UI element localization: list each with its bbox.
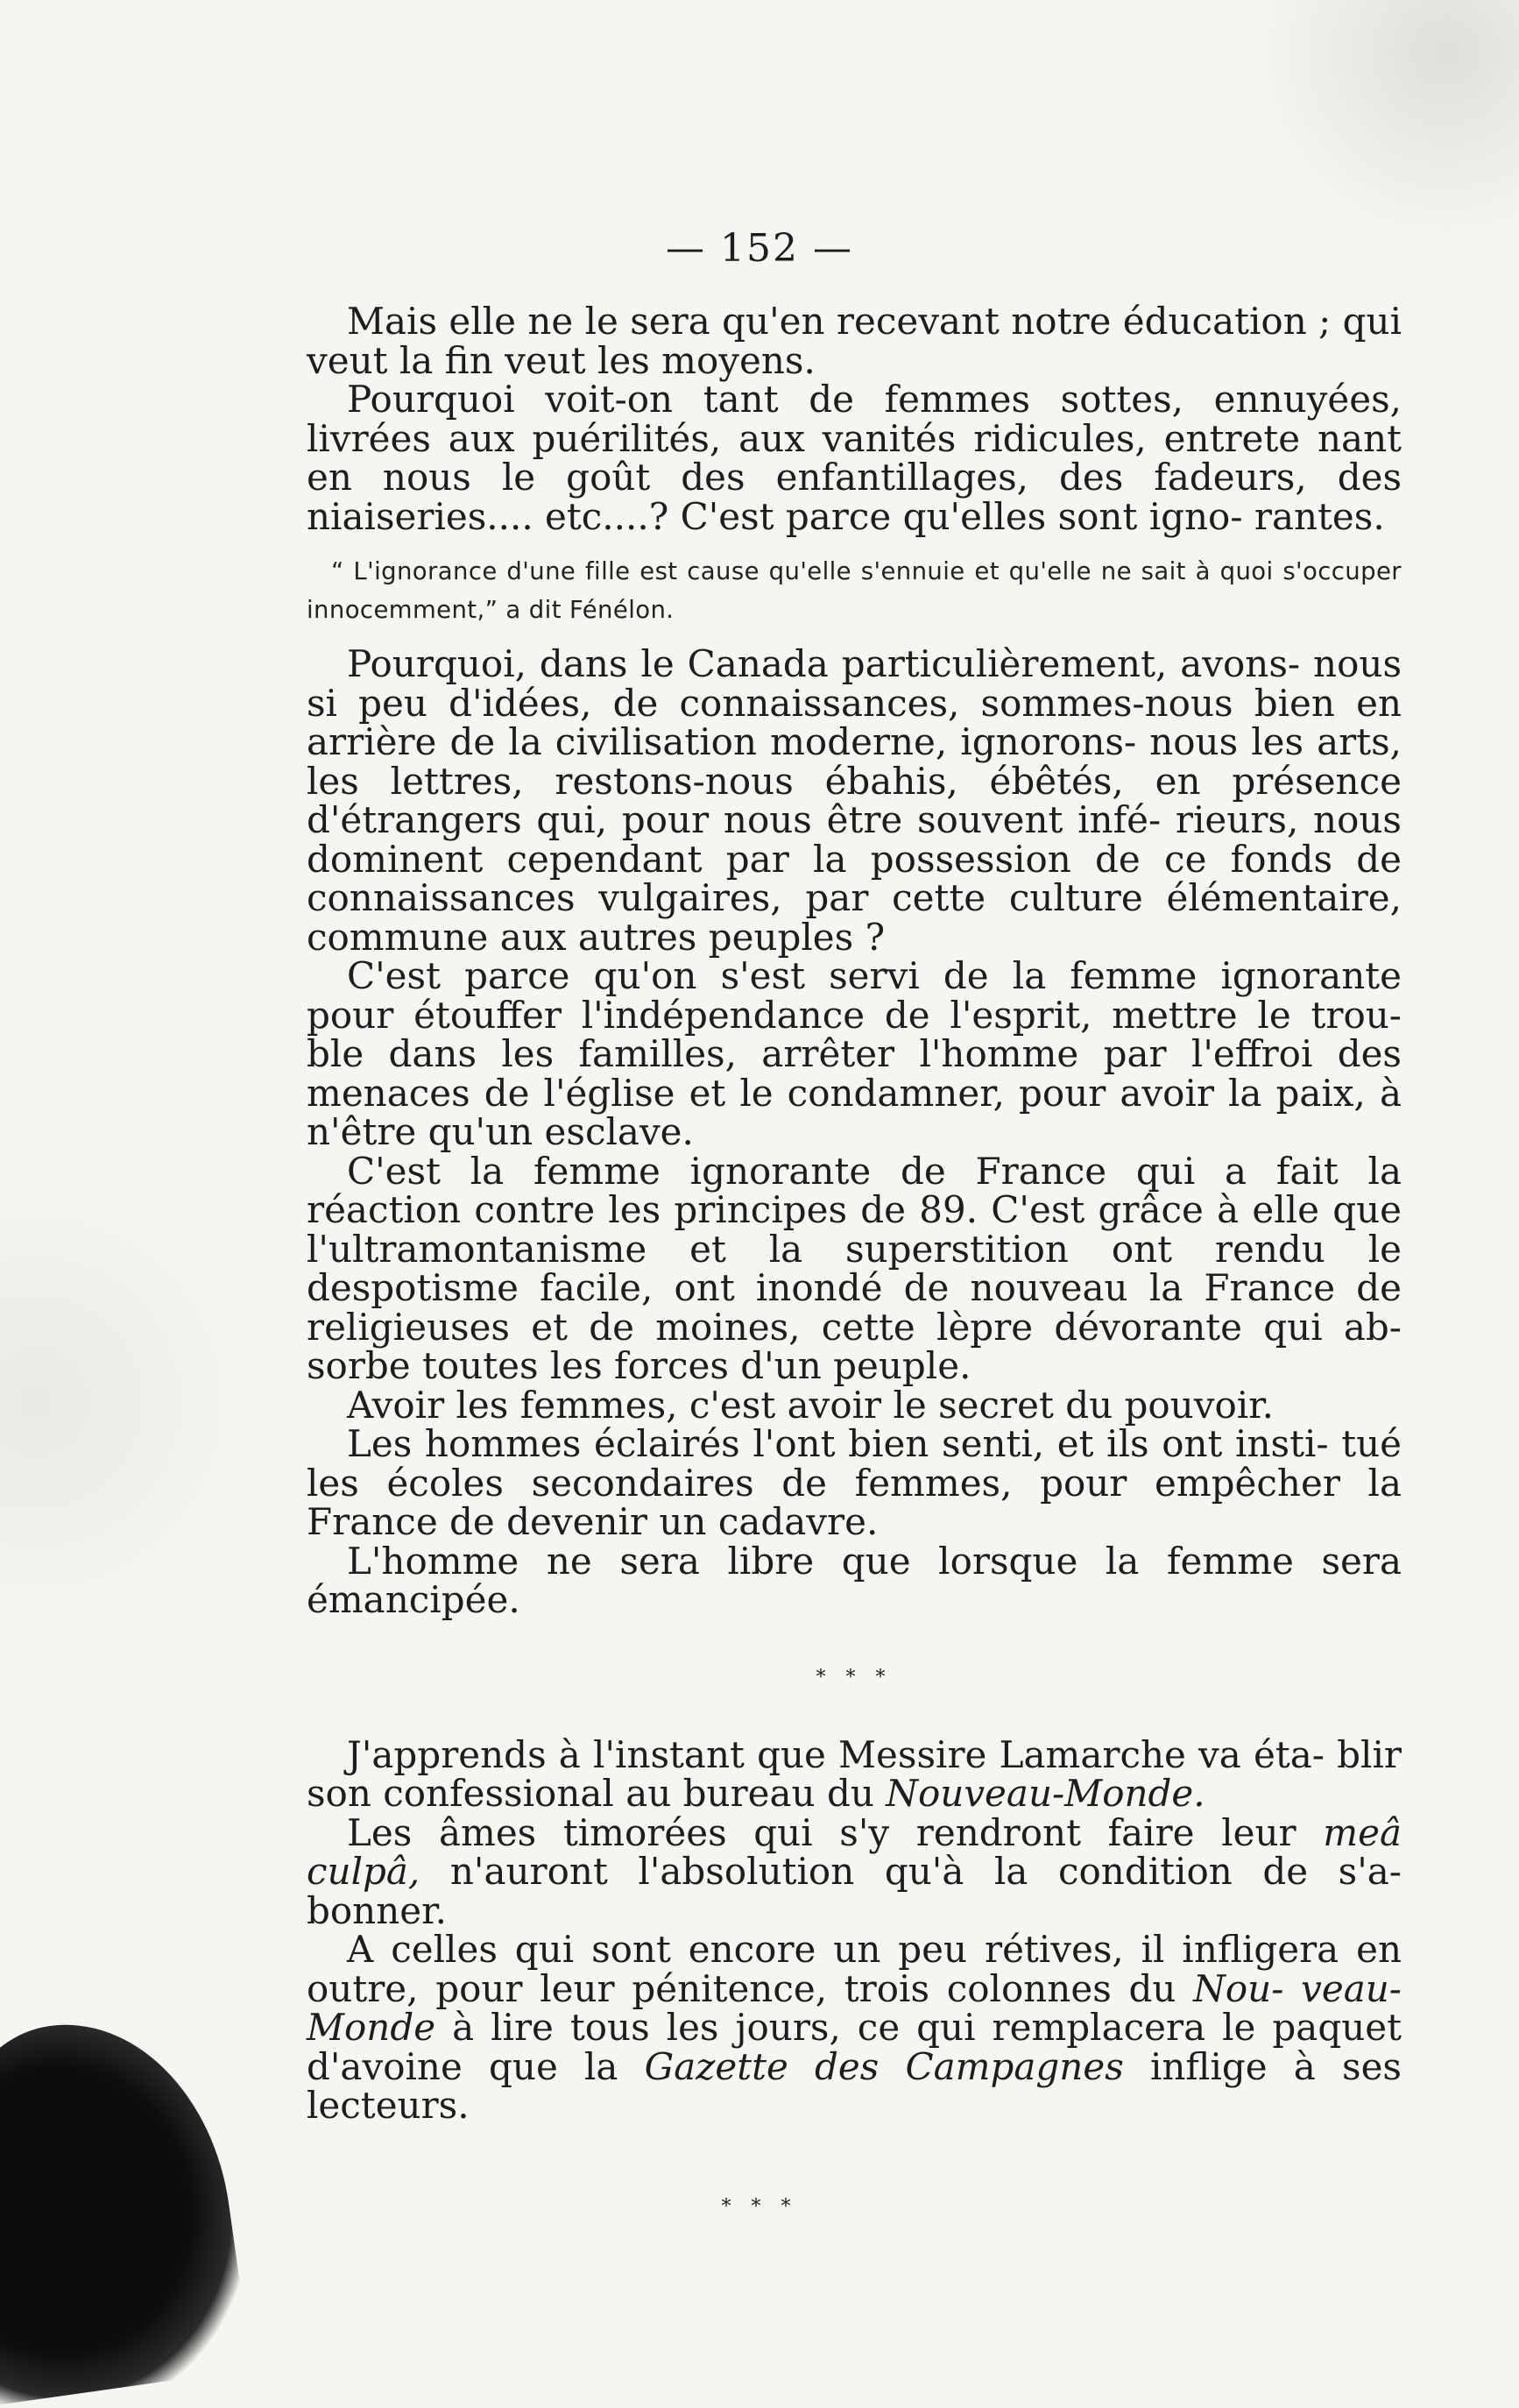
newspaper-title-2: Nou- veau-Monde bbox=[307, 1966, 1402, 2049]
page-number: — 152 — bbox=[666, 226, 853, 271]
paragraph-10 bbox=[307, 1810, 1402, 1932]
gazette-title: Gazette des Campagnes bbox=[644, 2044, 1124, 2088]
paragraph-2: Pourquoi voit-on tant de femmes sottes, ennuyées, livrées aux puérilités, aux vanités ridicules, entrete nant en nous le goût des enfantillages, des fadeurs, des niaiseries.... etc....? C'est parce qu'elles sont igno- rantes. bbox=[307, 378, 1402, 538]
section-separator: * * * bbox=[816, 1666, 893, 1689]
paragraph-11 bbox=[307, 1930, 1402, 2126]
paragraph-10-text-b: n'auront l'absolution qu'à la condition de s'a- bonner. bbox=[307, 1850, 1402, 1932]
paragraph-8: L'homme ne sera libre que lorsque la femme sera émancipée. bbox=[307, 1539, 1402, 1621]
paragraph-11-text-b: à lire tous les jours, ce qui remplacera le paquet d'avoine que la bbox=[307, 2006, 1402, 2088]
paragraph-4: C'est parce qu'on s'est servi de la femme ignorante pour étouffer l'indépendance de l'esprit, mettre le trou- ble dans les familles, arrêter l'homme par l'effroi des menaces de l'église et le condamner, pour avoir la paix, à n'être qu'un esclave. bbox=[307, 954, 1402, 1153]
paragraph-9-text: J'apprends à l'instant que Messire Lamarche va éta- blir son confessional au bureau du bbox=[307, 1732, 1402, 1815]
paragraph-3: Pourquoi, dans le Canada particulièrement, avons- nous si peu d'idées, de connaissances, sommes-nous bien en arrière de la civilisation moderne, ignorons- nous les arts, les lettres, restons-nous ébahis, ébêtés, en présence d'étrangers qui, pour nous être souvent infé- rieurs, nous dominent cependant par la possession de ce fonds de connaissances vulgaires, par cette culture élémentaire, commune aux autres peuples ? bbox=[307, 642, 1402, 959]
bottom-separator: * * * bbox=[721, 2196, 798, 2218]
paragraph-1: Mais elle ne le sera qu'en recevant notre éducation ; qui veut la fin veut les moyens. bbox=[307, 300, 1402, 382]
paragraph-11-text-a: A celles qui sont encore un peu rétives, il infligera en outre, pour leur pénitence, trois colonnes du bbox=[307, 1928, 1402, 2010]
fenelon-quote: “ L'ignorance d'une fille est cause qu'elle s'ennuie et qu'elle ne sait à quoi s'occuper innocemment,” a dit Fénélon. bbox=[307, 557, 1402, 624]
text-body bbox=[307, 302, 1402, 2126]
paragraph-7: Les hommes éclairés l'ont bien senti, et ils ont insti- tué les écoles secondaires de femmes, pour empêcher la France de devenir un cadavre. bbox=[307, 1422, 1402, 1543]
paragraph-11-text-c: inflige à ses lecteurs. bbox=[307, 2044, 1402, 2127]
latin-phrase: meâ culpâ, bbox=[307, 1810, 1402, 1893]
newspaper-title: Nouveau-Monde. bbox=[886, 1772, 1205, 1815]
paragraph-9 bbox=[307, 1732, 1402, 1815]
paragraph-5: C'est la femme ignorante de France qui a fait la réaction contre les principes de 89. C'est grâce à elle que l'ultramontanisme et la superstition ont rendu le despotisme facile, ont inondé de nouveau la France de religieuses et de moines, cette lèpre dévorante qui ab- sorbe toutes les forces d'un peuple. bbox=[307, 1149, 1402, 1387]
paragraph-10-text-a: Les âmes timorées qui s'y rendront faire leur bbox=[347, 1810, 1324, 1854]
paragraph-6: Avoir les femmes, c'est avoir le secret du pouvoir. bbox=[347, 1383, 1274, 1427]
